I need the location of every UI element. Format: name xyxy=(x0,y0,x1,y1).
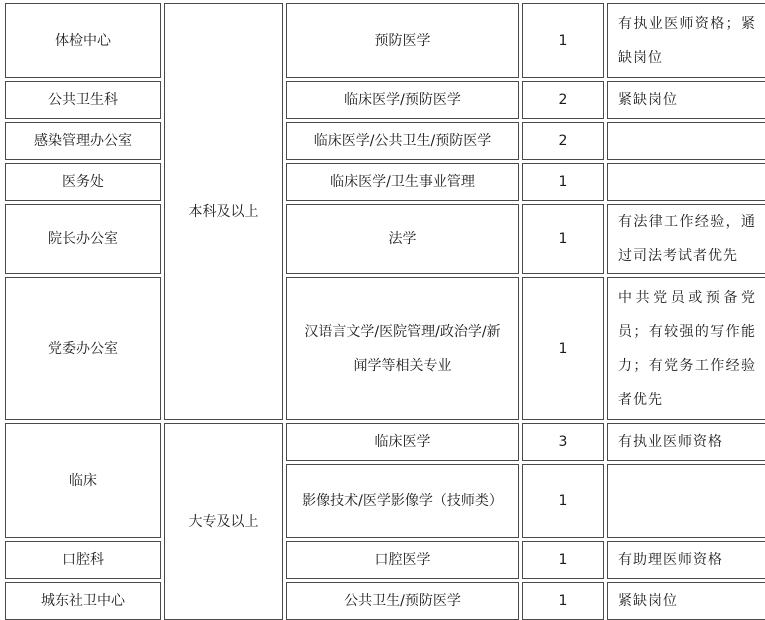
note-cell xyxy=(607,122,765,160)
dept-cell: 口腔科 xyxy=(5,541,161,579)
note-cell: 有助理医师资格 xyxy=(607,541,765,579)
dept-cell: 城东社卫中心 xyxy=(5,582,161,620)
major-cell: 影像技术/医学影像学（技师类） xyxy=(286,464,519,538)
note-cell: 有法律工作经验，通过司法考试者优先 xyxy=(607,204,765,274)
major-cell: 汉语言文学/医院管理/政治学/新闻学等相关专业 xyxy=(286,277,519,420)
note-cell: 紧缺岗位 xyxy=(607,81,765,119)
education-cell-college: 大专及以上 xyxy=(164,423,283,620)
count-cell: 1 xyxy=(522,163,604,201)
note-cell: 紧缺岗位 xyxy=(607,582,765,620)
dept-cell: 感染管理办公室 xyxy=(5,122,161,160)
major-cell: 口腔医学 xyxy=(286,541,519,579)
major-cell: 临床医学/预防医学 xyxy=(286,81,519,119)
dept-cell: 院长办公室 xyxy=(5,204,161,274)
count-cell: 1 xyxy=(522,464,604,538)
count-cell: 2 xyxy=(522,122,604,160)
count-cell: 2 xyxy=(522,81,604,119)
note-cell xyxy=(607,163,765,201)
note-cell: 有执业医师资格 xyxy=(607,423,765,461)
note-cell: 中共党员或预备党员；有较强的写作能力；有党务工作经验者优先 xyxy=(607,277,765,420)
major-cell: 临床医学 xyxy=(286,423,519,461)
count-cell: 1 xyxy=(522,582,604,620)
count-cell: 1 xyxy=(522,3,604,78)
count-cell: 1 xyxy=(522,204,604,274)
major-cell: 预防医学 xyxy=(286,3,519,78)
count-cell: 1 xyxy=(522,541,604,579)
count-cell: 3 xyxy=(522,423,604,461)
dept-cell: 体检中心 xyxy=(5,3,161,78)
major-cell: 临床医学/公共卫生/预防医学 xyxy=(286,122,519,160)
dept-cell: 临床 xyxy=(5,423,161,538)
major-cell: 公共卫生/预防医学 xyxy=(286,582,519,620)
count-cell: 1 xyxy=(522,277,604,420)
major-cell: 法学 xyxy=(286,204,519,274)
dept-cell: 党委办公室 xyxy=(5,277,161,420)
major-cell: 临床医学/卫生事业管理 xyxy=(286,163,519,201)
note-cell xyxy=(607,464,765,538)
education-cell-bachelor: 本科及以上 xyxy=(164,3,283,420)
dept-cell: 公共卫生科 xyxy=(5,81,161,119)
dept-cell: 医务处 xyxy=(5,163,161,201)
note-cell: 有执业医师资格；紧缺岗位 xyxy=(607,3,765,78)
